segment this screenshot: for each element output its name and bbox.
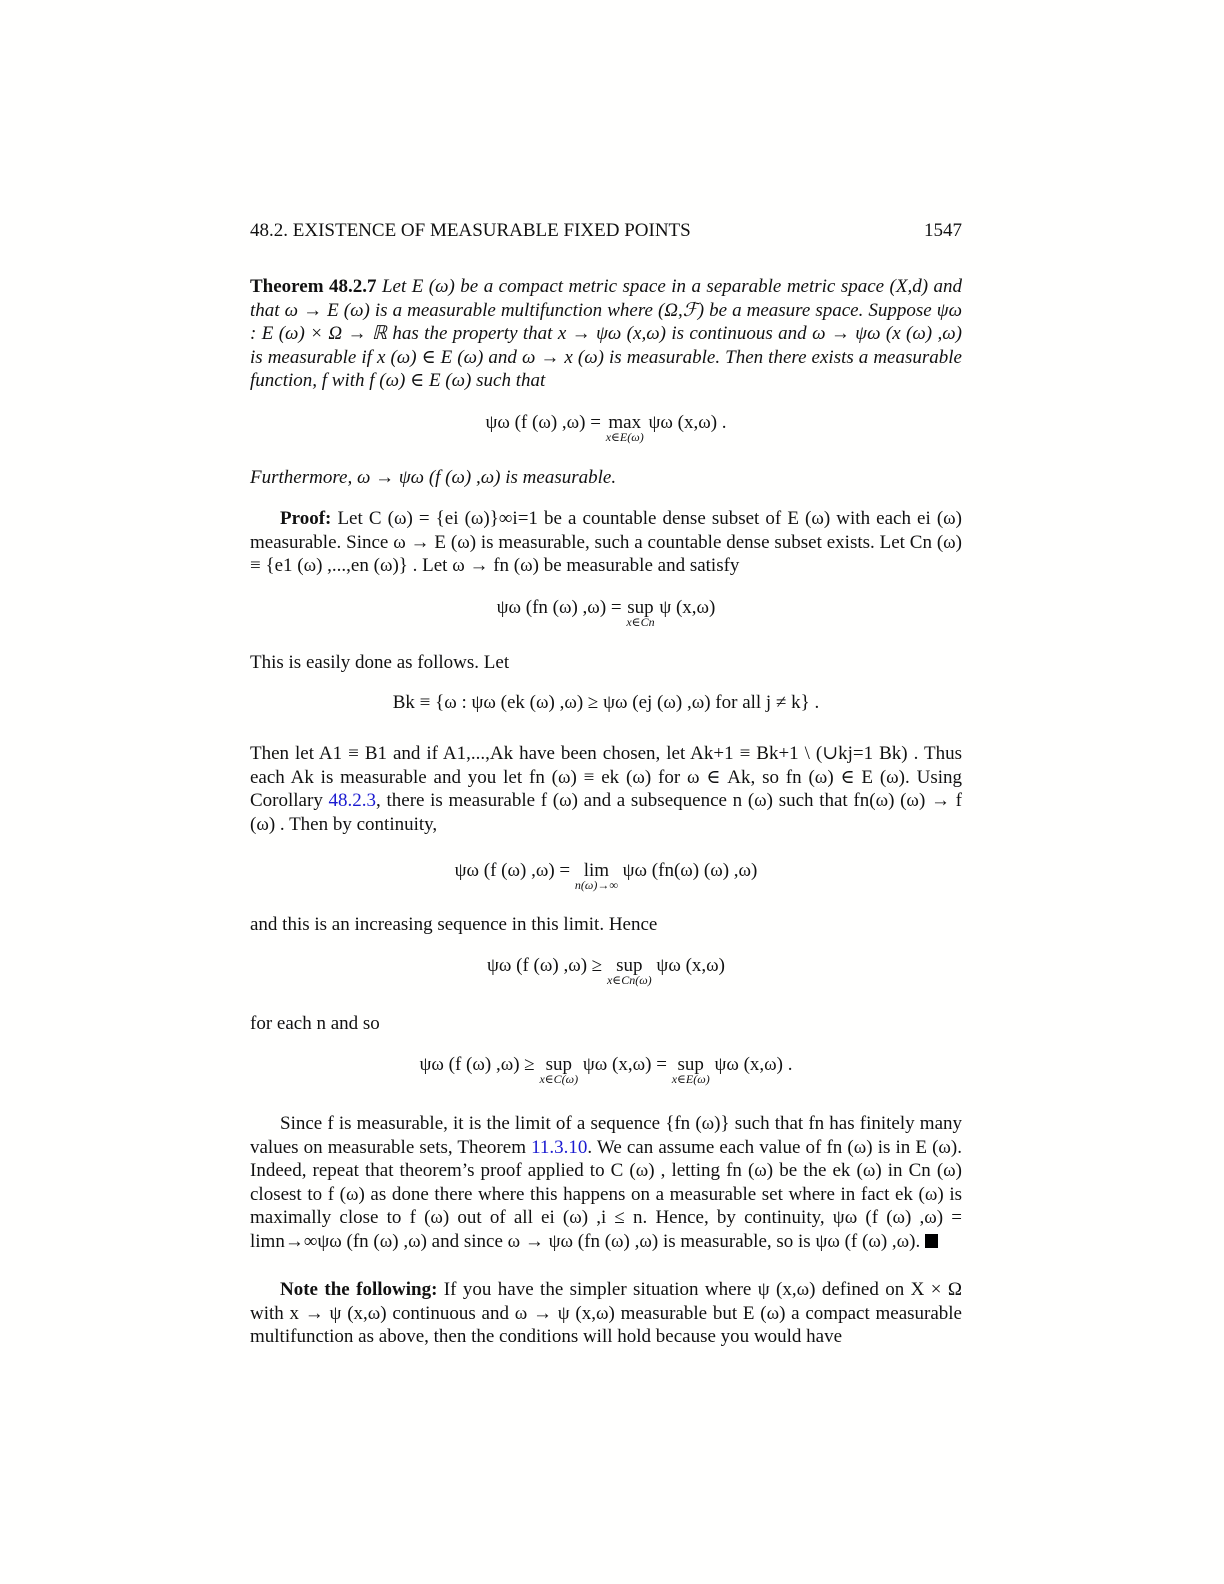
running-header bbox=[250, 220, 962, 242]
corollary-link[interactable]: 48.2.3 bbox=[328, 790, 377, 812]
sup-operator-2: sup x∈E(ω) bbox=[671, 1054, 710, 1086]
furthermore-text: Furthermore, ω → ψω (f (ω) ,ω) is measurable. bbox=[250, 467, 617, 488]
sup-operator: sup x∈Cn bbox=[626, 597, 655, 629]
lim-operator: lim n(ω)→∞ bbox=[574, 860, 618, 892]
theorem-statement bbox=[250, 275, 962, 393]
eq-left: ψω (f (ω) ,ω) = bbox=[454, 860, 575, 881]
equation-sup-final bbox=[250, 1054, 962, 1087]
eq-left: ψω (fn (ω) ,ω) = bbox=[496, 597, 627, 618]
proof-label: Proof: bbox=[280, 508, 332, 529]
proof-paragraph-3: Then let A1 ≡ B1 and if A1,...,Ak have been chosen, let Ak+1 ≡ Bk+1 \ (∪kj=1 Bk) . Thus each Ak is measurable and you let fn (ω) ≡ ek (ω) for ω ∈ Ak, so fn (ω) ∈ E (ω). Using Corollary 48.2.3, there is measurable f (ω) and a subsequence n (ω) such that fn(ω) (ω) → f (ω) . Then by continuity, bbox=[250, 743, 962, 835]
proof-paragraph-1 bbox=[250, 507, 962, 578]
proof-text-1: Let C (ω) = {ei (ω)}∞i=1 be a countable dense subset of E (ω) with each ei (ω) measurable. Since ω → E (ω) is measurable, such a countable dense subset exists. Let Cn (ω) ≡ {e1 (ω) ,...,en (ω)} . Let ω → fn (ω) be measurable and satisfy bbox=[250, 508, 963, 577]
theorem-link[interactable]: 11.3.10 bbox=[531, 1136, 588, 1158]
eq-left: ψω (f (ω) ,ω) ≥ bbox=[487, 955, 607, 976]
eq-right: ψω (fn(ω) (ω) ,ω) bbox=[617, 860, 758, 881]
proof-paragraph-5: for each n and so bbox=[250, 1013, 380, 1034]
eq-mid: ψω (x,ω) = bbox=[578, 1054, 672, 1075]
theorem-label: Theorem 48.2.7 bbox=[250, 276, 377, 297]
proof-paragraph-2: This is easily done as follows. Let bbox=[250, 652, 510, 673]
eq-right: ψω (x,ω) bbox=[651, 955, 725, 976]
theorem-text: Let E (ω) be a compact metric space in a separable metric space (X,d) and that ω → E (ω) is a measurable multifunction where (Ω,ℱ) be a measure space. Suppose ψω : E (ω) × Ω → ℝ has the property that x → ψω (x,ω) is continuous and ω → ψω (x (ω) ,ω) is measurable if x (ω) ∈ E (ω) and ω → x (ω) is measurable. Then there exists a measurable function, f with f (ω) ∈ E (ω) such that bbox=[250, 276, 963, 392]
note-text: If you have the simpler situation where ψ (x,ω) defined on X × Ω with x → ψ (x,ω) continuous and ω → ψ (x,ω) measurable but E (ω) a compact measurable multifunction as above, then the conditions will hold because you would have bbox=[250, 1279, 962, 1348]
eq-right: ψ (x,ω) bbox=[654, 597, 716, 618]
note-paragraph bbox=[250, 1278, 962, 1349]
section-title: 48.2. EXISTENCE OF MEASURABLE FIXED POINTS bbox=[250, 220, 691, 241]
page-number: 1547 bbox=[924, 220, 962, 241]
equation-bk: Bk ≡ {ω : ψω (ek (ω) ,ω) ≥ ψω (ej (ω) ,ω) for all j ≠ k} . bbox=[392, 692, 820, 713]
eq-left: ψω (f (ω) ,ω) ≥ bbox=[419, 1054, 540, 1075]
equation-limit bbox=[250, 860, 962, 893]
eq-right: ψω (x,ω) . bbox=[709, 1054, 793, 1075]
max-operator: max x∈E(ω) bbox=[605, 412, 644, 444]
qed-symbol-icon bbox=[925, 1234, 938, 1248]
equation-sup-cn-omega bbox=[250, 955, 962, 988]
sup-operator: sup x∈Cn(ω) bbox=[606, 955, 652, 987]
eq-right: ψω (x,ω) . bbox=[643, 412, 727, 433]
proof-paragraph-6: Since f is measurable, it is the limit of a sequence {fn (ω)} such that fn has finitely many values on measurable sets, Theorem 11.3.10. We can assume each value of fn (ω) is in E (ω). Indeed, repeat that theorem’s proof applied to C (ω) , letting fn (ω) be the ek (ω) in Cn (ω) closest to f (ω) as done there where this happens on a measurable set where in fact ek (ω) is maximally close to f (ω) out of all ei (ω) ,i ≤ n. Hence, by continuity, ψω (f (ω) ,ω) = limn→∞ψω (fn (ω) ,ω) and since ω → ψω (fn (ω) ,ω) is measurable, so is ψω (f (ω) ,ω). bbox=[250, 1113, 962, 1252]
note-label: Note the following: bbox=[280, 1279, 438, 1300]
equation-max bbox=[250, 412, 962, 445]
sup-operator-1: sup x∈C(ω) bbox=[539, 1054, 579, 1086]
proof-paragraph-4: and this is an increasing sequence in this limit. Hence bbox=[250, 914, 658, 935]
equation-sup-cn bbox=[250, 597, 962, 630]
eq-left: ψω (f (ω) ,ω) = bbox=[485, 412, 606, 433]
